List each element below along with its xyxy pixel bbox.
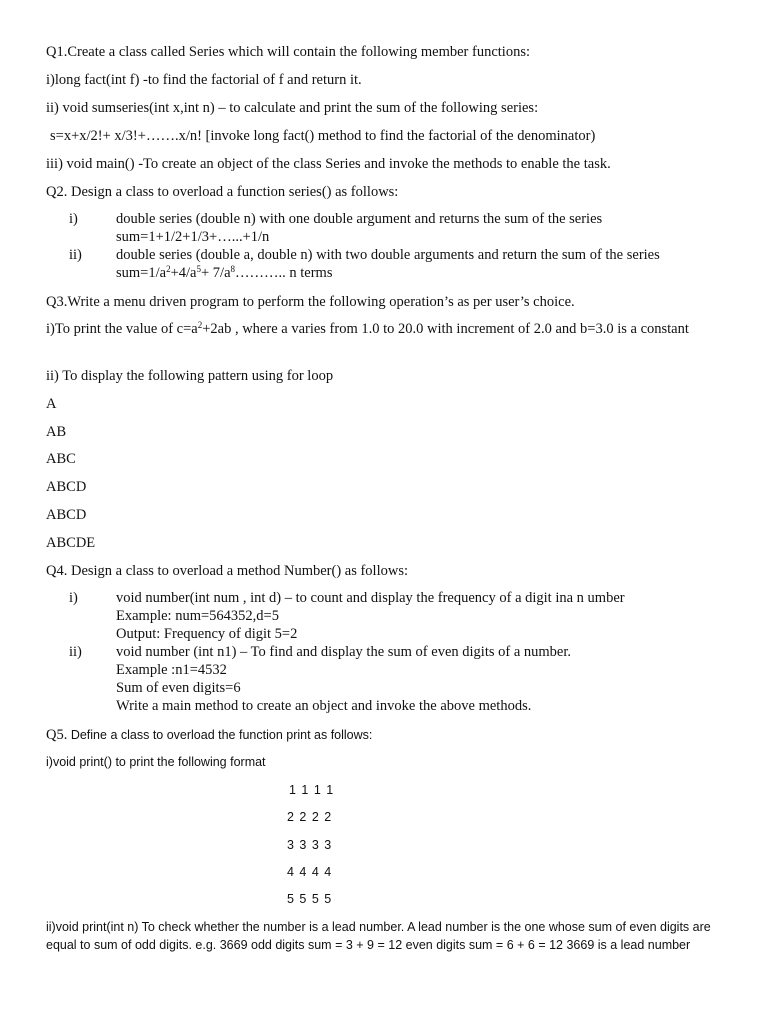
- q1-series: s=x+x/2!+ x/3!+…….x/n! [invoke long fact() method to find the factorial of the denominator): [50, 128, 596, 144]
- q2-item-ii-text: double series (double a, double n) with two double arguments and return the sum of the series: [116, 247, 660, 263]
- q4-item-i-output: Output: Frequency of digit 5=2: [116, 626, 298, 642]
- pattern-line: 2 2 2 2: [287, 810, 333, 824]
- q1-part-ii: ii) void sumseries(int x,int n) – to calculate and print the sum of the following series:: [46, 100, 539, 116]
- q4-item-i-number: i): [69, 590, 78, 606]
- q2-item-i-number: i): [69, 211, 78, 227]
- pattern-line: ABCD: [46, 507, 87, 523]
- q1-title: Q1.Create a class called Series which will contain the following member functions:: [46, 44, 531, 60]
- q4-item-i-example: Example: num=564352,d=5: [116, 608, 279, 624]
- q2-title: Q2. Design a class to overload a function series() as follows:: [46, 184, 399, 200]
- pattern-line: ABCDE: [46, 535, 96, 551]
- q4-item-ii-output: Sum of even digits=6: [116, 680, 241, 696]
- pattern-line: ABC: [46, 451, 76, 467]
- q2-item-i-text: double series (double n) with one double argument and returns the sum of the series: [116, 211, 603, 227]
- pattern-line: 4 4 4 4: [287, 865, 333, 879]
- pattern-line: ABCD: [46, 479, 87, 495]
- pattern-line: 1 1 1 1: [289, 783, 335, 797]
- q3-title: Q3.Write a menu driven program to perform the following operation’s as per user’s choice.: [46, 294, 575, 310]
- pattern-line: AB: [46, 424, 67, 440]
- q4-item-ii-number: ii): [69, 644, 82, 660]
- q5-title: Q5. Define a class to overload the function print as follows:: [46, 727, 373, 743]
- q4-item-ii-text: void number (int n1) – To find and display the sum of even digits of a number.: [116, 644, 571, 660]
- q4-item-ii-example: Example :n1=4532: [116, 662, 227, 678]
- pattern-line: 5 5 5 5: [287, 892, 333, 906]
- q2-item-i-formula: sum=1+1/2+1/3+…...+1/n: [116, 229, 270, 245]
- q4-title: Q4. Design a class to overload a method Number() as follows:: [46, 563, 409, 579]
- q3-part-i: i)To print the value of $c=a^2+2ab$ , where a varies from 1.0 to 20.0 with increment of 2.0 and b=3.0 is a constant: [46, 320, 689, 337]
- q1-part-iii: iii) void main() -To create an object of the class Series and invoke the methods to enable the task.: [46, 156, 611, 172]
- pattern-line: A: [46, 396, 57, 412]
- q5-part-i: i)void print() to print the following format: [46, 755, 266, 769]
- q2-item-ii-number: ii): [69, 247, 82, 263]
- q4-main-method: Write a main method to create an object and invoke the above methods.: [116, 698, 532, 714]
- pattern-line: 3 3 3 3: [287, 838, 333, 852]
- q5-part-ii: ii)void print(int n) To check whether the number is a lead number. A lead number is the one whose sum of even digits are equal to sum of odd digits. e.g. 3669 odd digits sum = 3 + 9 = 12 even digits sum = 6 + 6 = 12 3669 is a lead number: [46, 920, 711, 952]
- q1-part-i: i)long fact(int f) -to find the factorial of f and return it.: [46, 72, 362, 88]
- q3-part-ii: ii) To display the following pattern using for loop: [46, 368, 334, 384]
- q2-item-ii-formula: $sum=1/a^2+4/a^5+$ $7/a^8\dots\dots\dots$.. n terms: [116, 264, 333, 281]
- q4-item-i-text: void number(int num , int d) – to count and display the frequency of a digit ina n umber: [116, 590, 625, 606]
